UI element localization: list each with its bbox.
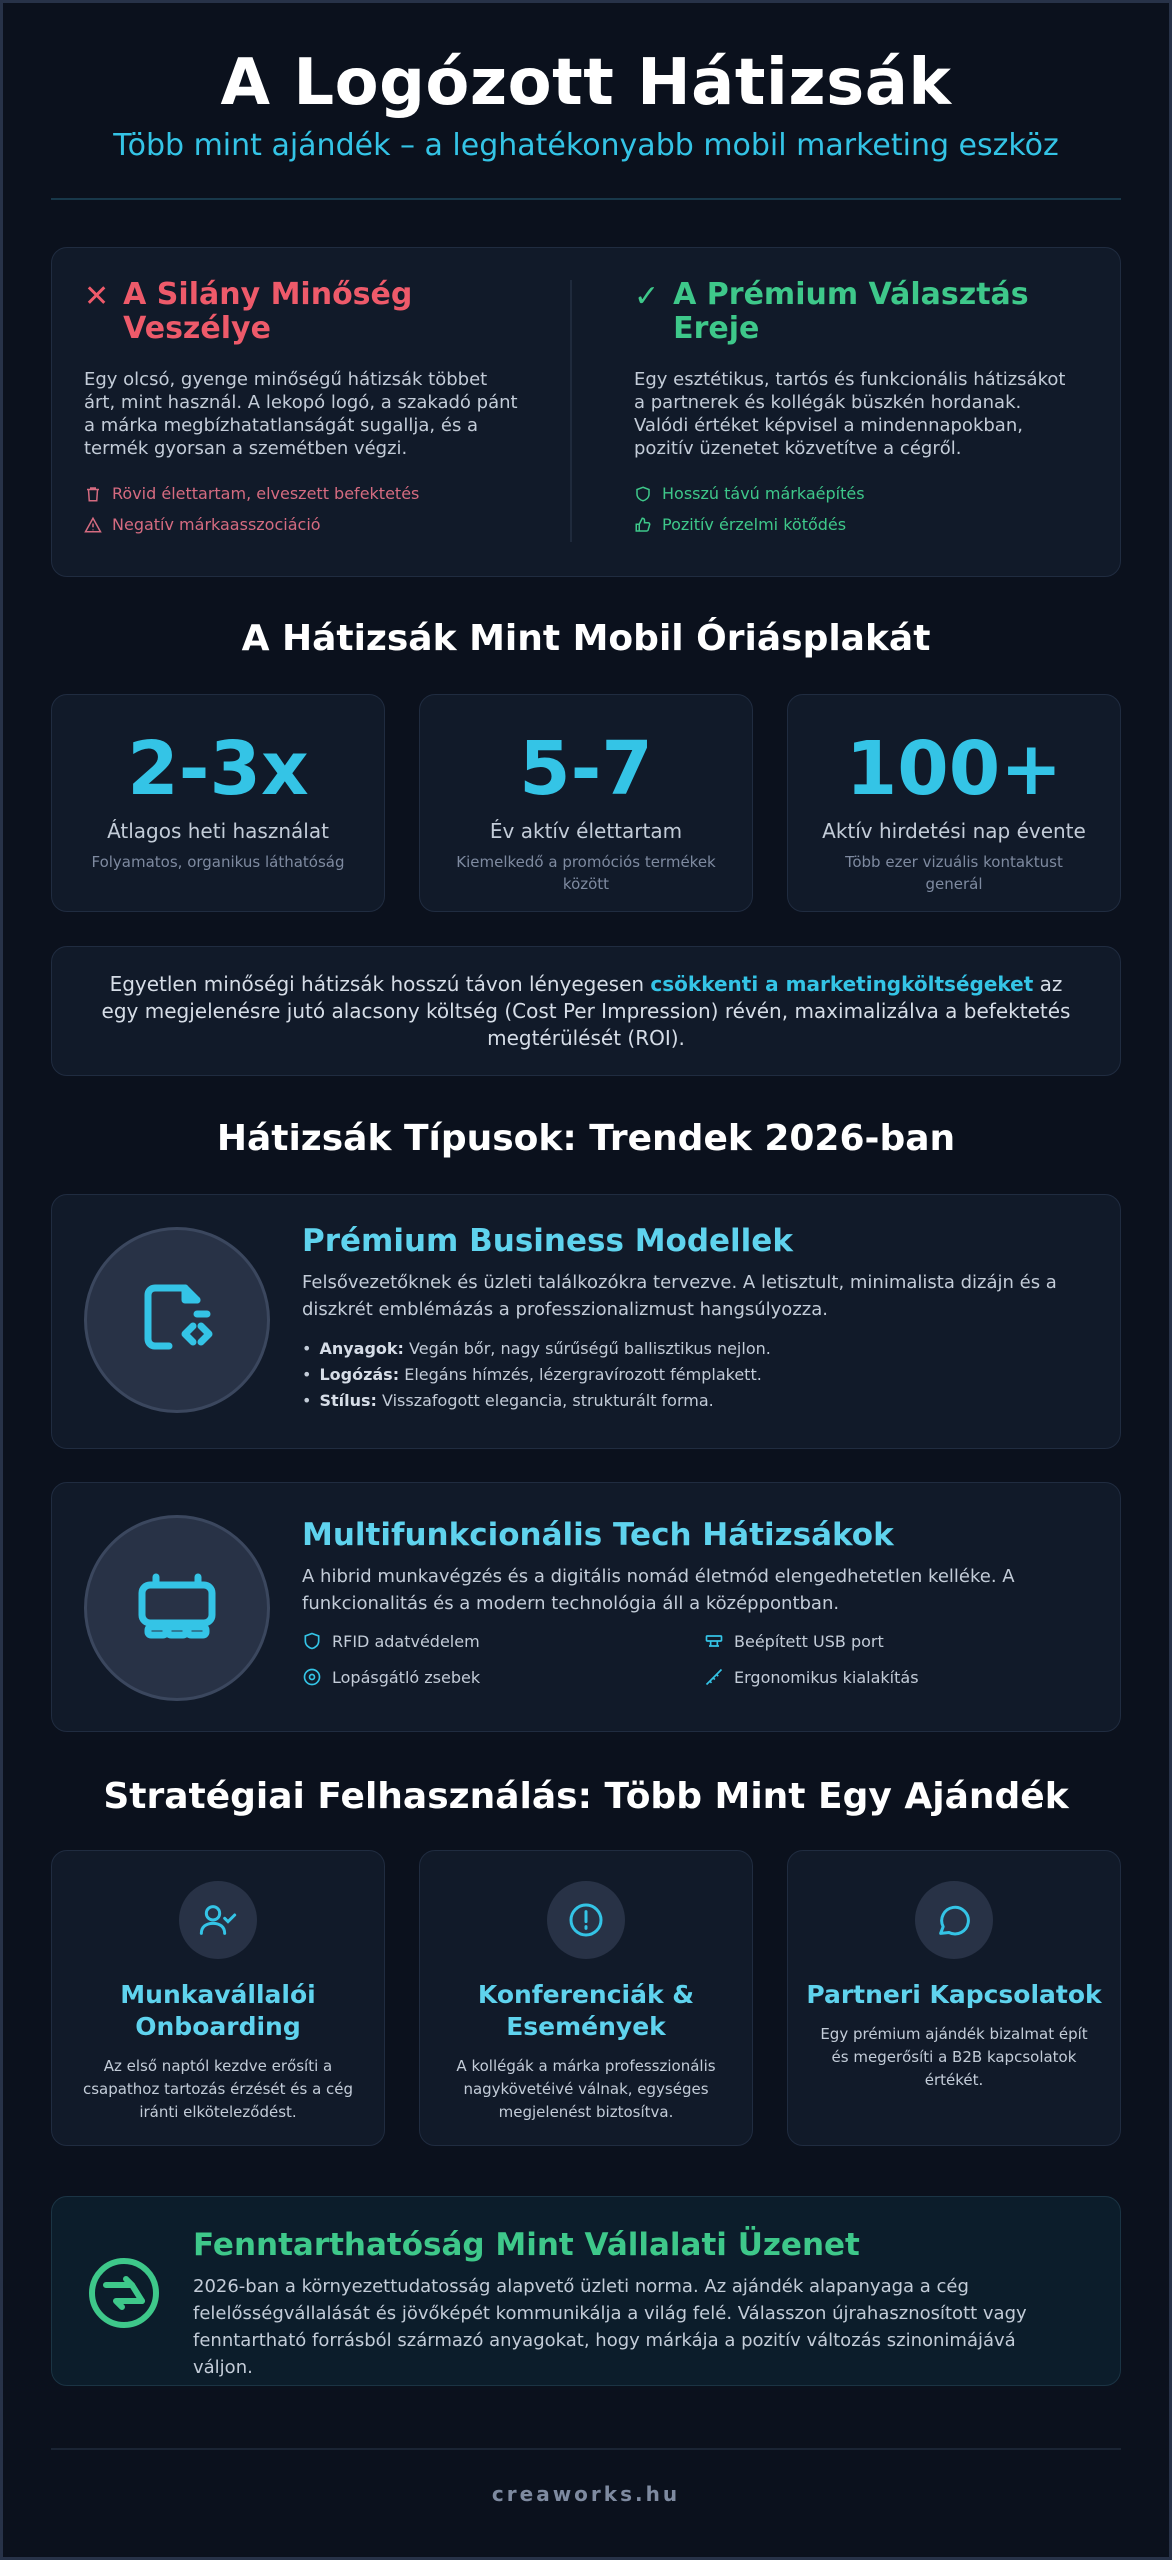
info-circle-icon xyxy=(566,1900,606,1940)
recycle-icon xyxy=(86,2255,162,2331)
check-icon: ✓ xyxy=(634,279,660,314)
types-section-title: Hátizsák Típusok: Trendek 2026-ban xyxy=(216,1118,956,1159)
lock-icon xyxy=(302,1667,322,1687)
usage-description: A kollégák a márka professzionális nagykövetéivé válnak, egységes megjelenést biztosítva. xyxy=(456,2057,716,2121)
sustainability-title: Fenntarthatóság Mint Vállalati Üzenet xyxy=(193,2227,860,2263)
stat-label: Év aktív élettartam xyxy=(489,819,683,843)
good-quality-text: Egy esztétikus, tartós és funkcionális hátizsákot a partnerek és kollégák büszkén hordanak. Valódi értéket képvisel a mindennapokban, pozitív üzenetet közvetítve a cégről. xyxy=(634,369,1066,459)
shield-icon xyxy=(302,1631,322,1651)
type-title: Multifunkcionális Tech Hátizsákok xyxy=(302,1517,894,1553)
feature-label: Ergonomikus kialakítás xyxy=(734,1667,919,1687)
thumbs-up-icon xyxy=(634,516,652,534)
usage-title: Partneri Kapcsolatok xyxy=(806,1980,1102,2009)
usb-icon xyxy=(704,1631,724,1651)
stat-description: Kiemelkedő a promóciós termékek között xyxy=(456,853,716,893)
usage-card xyxy=(419,1850,753,2146)
good-quality-column xyxy=(634,278,1074,540)
roi-text-after: az egy megjelenésre jutó alacsony költség (Cost Per Impression) révén, maximalizálva a befektetés megtérülését (ROI). xyxy=(101,972,1071,1050)
quality-comparison-card xyxy=(51,247,1121,577)
feature-label: Lopásgátló zsebek xyxy=(332,1667,481,1687)
sustainability-text: 2026-ban a környezettudatosság alapvető üzleti norma. Az ajándék alapanyaga a cég felelősségvállalását és jövőképét kommunikálja a világ felé. Válasszon újrahasznosított vagy fenntartható forrásból származó anyagokat, hogy márkája a pozitív változás szinonimájává váljon. xyxy=(193,2276,1027,2378)
footer-brand[interactable]: creaworks.hu xyxy=(491,2482,681,2506)
stat-label: Átlagos heti használat xyxy=(107,819,329,843)
roi-highlight: csökkenti a marketingköltségeket xyxy=(650,972,1034,996)
feature-item xyxy=(704,1667,1004,1687)
billboard-section-title: A Hátizsák Mint Mobil Óriásplakát xyxy=(241,618,931,659)
sustainability-card xyxy=(51,2196,1121,2386)
usage-card xyxy=(51,1850,385,2146)
shield-icon xyxy=(634,485,652,503)
stat-card xyxy=(51,694,385,912)
stat-card xyxy=(419,694,753,912)
briefcase-icon xyxy=(135,1278,219,1362)
bad-quality-title: A Silány Minőség Veszélye xyxy=(123,277,413,346)
stat-value: 100+ xyxy=(845,726,1063,812)
header-divider xyxy=(51,198,1121,200)
close-icon: ✕ xyxy=(84,279,110,314)
list-item: • Stílus: Visszafogott elegancia, strukturált forma. xyxy=(302,1391,714,1410)
stat-card xyxy=(787,694,1121,912)
type-icon-circle xyxy=(84,1227,270,1413)
stat-description: Több ezer vizuális kontaktust generál xyxy=(845,853,1063,893)
list-item-value: Vegán bőr, nagy sűrűségű ballisztikus nejlon. xyxy=(409,1339,771,1358)
device-icon xyxy=(132,1563,222,1653)
feature-item xyxy=(302,1631,704,1651)
type-description: Felsővezetőknek és üzleti találkozókra tervezve. A letisztult, minimalista dizájn és a diszkrét emblémázás a professzionalizmust hangsúlyozza. xyxy=(302,1272,1057,1320)
feature-label: RFID adatvédelem xyxy=(332,1631,480,1651)
bad-bullet xyxy=(84,478,524,509)
list-item: • Logózás: Elegáns hímzés, lézergravírozott fémplakett. xyxy=(302,1365,762,1384)
good-bullet xyxy=(634,478,1074,509)
ergonomic-icon xyxy=(704,1667,724,1687)
roi-callout xyxy=(51,946,1121,1076)
usage-description: Egy prémium ajándék bizalmat épít és megerősíti a B2B kapcsolatok értékét. xyxy=(820,2025,1088,2089)
page-subtitle: Több mint ajándék – a leghatékonyabb mobil marketing eszköz xyxy=(113,128,1059,163)
footer-divider xyxy=(51,2448,1121,2450)
stat-description: Folyamatos, organikus láthatóság xyxy=(91,853,345,871)
list-item-value: Elegáns hímzés, lézergravírozott fémplakett. xyxy=(404,1365,762,1384)
bad-bullet-label: Rövid élettartam, elveszett befektetés xyxy=(112,484,420,503)
list-item: • Anyagok: Vegán bőr, nagy sűrűségű ballisztikus nejlon. xyxy=(302,1339,771,1358)
usage-icon-circle xyxy=(179,1881,257,1959)
feature-grid xyxy=(302,1631,1080,1687)
column-divider xyxy=(570,280,572,542)
usage-card xyxy=(787,1850,1121,2146)
good-bullet-label: Pozitív érzelmi kötődés xyxy=(662,515,847,534)
trash-icon xyxy=(84,485,102,503)
chat-icon xyxy=(934,1900,974,1940)
stat-value: 5-7 xyxy=(519,726,653,812)
feature-label: Beépített USB port xyxy=(734,1631,884,1651)
type-detail-list xyxy=(302,1339,1080,1417)
good-quality-title: A Prémium Választás Ereje xyxy=(673,277,1029,346)
bad-quality-text: Egy olcsó, gyenge minőségű hátizsák többet árt, mint használ. A lekopó logó, a szakadó pánt a márka megbízhatatlanságát sugallja, és a termék gyorsan a szemétben végzi. xyxy=(84,369,518,459)
stat-label: Aktív hirdetési nap évente xyxy=(822,819,1086,843)
page-title: A Logózott Hátizsák xyxy=(220,46,952,120)
list-item-value: Visszafogott elegancia, strukturált forma. xyxy=(381,1391,714,1410)
type-description: A hibrid munkavégzés és a digitális nomád életmód elengedhetetlen kelléke. A funkcionalitás és a modern technológia áll a középpontban. xyxy=(302,1566,1015,1614)
type-icon-circle xyxy=(84,1515,270,1701)
good-bullet xyxy=(634,509,1074,540)
stat-value: 2-3x xyxy=(127,726,309,812)
list-item-label: Anyagok: xyxy=(319,1339,404,1358)
type-title: Prémium Business Modellek xyxy=(302,1223,793,1259)
warning-icon xyxy=(84,516,102,534)
bad-bullet xyxy=(84,509,524,540)
bad-bullet-label: Negatív márkaasszociáció xyxy=(112,515,321,534)
business-backpack-card xyxy=(51,1194,1121,1449)
usage-icon-circle xyxy=(915,1881,993,1959)
bad-quality-column xyxy=(84,278,524,540)
usage-section-title: Stratégiai Felhasználás: Több Mint Egy Ajándék xyxy=(103,1776,1069,1817)
feature-item xyxy=(704,1631,1004,1651)
usage-description: Az első naptól kezdve erősíti a csapathoz tartozás érzését és a cég iránti elköteleződést. xyxy=(82,2057,354,2121)
list-item-label: Logózás: xyxy=(319,1365,400,1384)
usage-title: Munkavállalói Onboarding xyxy=(120,1980,316,2041)
tech-backpack-card xyxy=(51,1482,1121,1732)
roi-text-before: Egyetlen minőségi hátizsák hosszú távon lényegesen xyxy=(109,972,651,996)
user-check-icon xyxy=(198,1900,238,1940)
list-item-label: Stílus: xyxy=(319,1391,377,1410)
usage-title: Konferenciák & Események xyxy=(477,1980,695,2041)
good-bullet-label: Hosszú távú márkaépítés xyxy=(662,484,865,503)
feature-item xyxy=(302,1667,704,1687)
usage-icon-circle xyxy=(547,1881,625,1959)
